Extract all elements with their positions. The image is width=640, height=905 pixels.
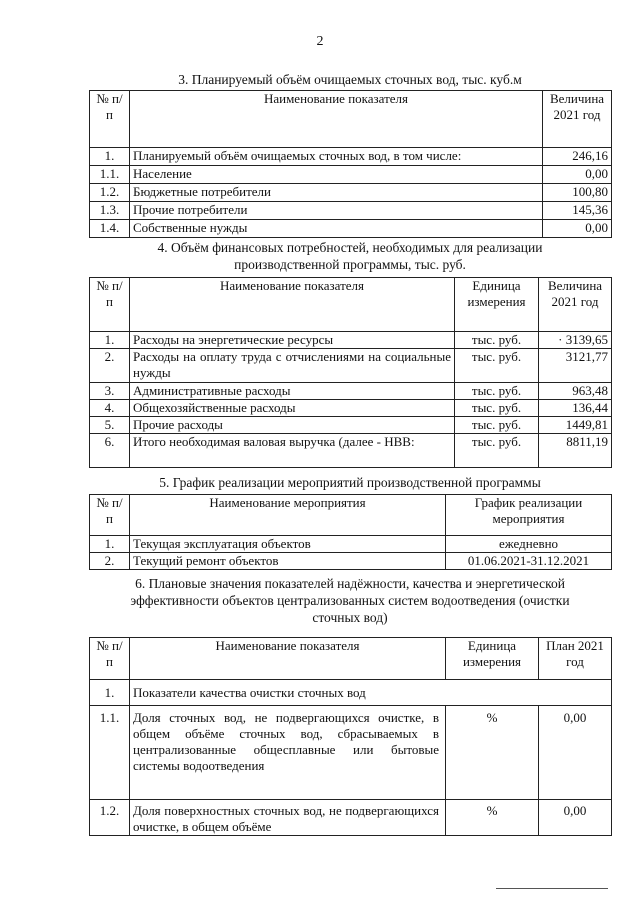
table-row bbox=[90, 434, 612, 468]
section4-title bbox=[80, 239, 620, 273]
s5-row-schedule: ежедневно bbox=[446, 536, 612, 553]
table-row bbox=[90, 417, 612, 434]
s4-row-unit: тыс. руб. bbox=[455, 349, 539, 383]
section3-table bbox=[89, 90, 612, 238]
table-row bbox=[90, 553, 612, 570]
s4-row-value: 8811,19 bbox=[539, 434, 612, 468]
s4-row-num: 1. bbox=[90, 332, 130, 349]
s3-row-name: Планируемый объём очищаемых сточных вод, в том числе: bbox=[130, 148, 543, 166]
table-row bbox=[90, 680, 612, 706]
s5-row-name: Текущий ремонт объектов bbox=[130, 553, 446, 570]
section4-table bbox=[89, 277, 612, 468]
s5-row-name: Текущая эксплуатация объектов bbox=[130, 536, 446, 553]
s6-header-num: № п/п bbox=[90, 638, 130, 680]
s4-row-value: · 3139,65 bbox=[539, 332, 612, 349]
s3-header-name: Наименование показателя bbox=[130, 91, 543, 148]
s4-row-num: 5. bbox=[90, 417, 130, 434]
section3-title: 3. Планируемый объём очищаемых сточных вод, тыс. куб.м bbox=[178, 72, 522, 87]
section6-table bbox=[89, 637, 612, 836]
s6-row-unit: % bbox=[446, 706, 539, 800]
s3-header-value: Величина 2021 год bbox=[543, 91, 612, 148]
s6-header-unit: Единица измерения bbox=[446, 638, 539, 680]
s6-row-unit: % bbox=[446, 800, 539, 836]
table-row bbox=[90, 184, 612, 202]
s4-row-name: Расходы на энергетические ресурсы bbox=[130, 332, 455, 349]
section6-title bbox=[60, 575, 640, 626]
s4-row-name: Административные расходы bbox=[130, 383, 455, 400]
s6-header-name: Наименование показателя bbox=[130, 638, 446, 680]
s4-row-num: 2. bbox=[90, 349, 130, 383]
s3-row-value: 100,80 bbox=[543, 184, 612, 202]
s6-row-plan: 0,00 bbox=[539, 800, 612, 836]
s3-row-num: 1.2. bbox=[90, 184, 130, 202]
table-row bbox=[90, 536, 612, 553]
s3-header-num: № п/п bbox=[90, 91, 130, 148]
s4-row-num: 4. bbox=[90, 400, 130, 417]
table-row bbox=[90, 220, 612, 238]
section6-title-line3: сточных вод) bbox=[312, 610, 388, 625]
s6-row-name: Доля поверхностных сточных вод, не подвергающихся очистке, в общем объёме bbox=[130, 800, 446, 836]
s4-row-name: Итого необходимая валовая выручка (далее - НВВ: bbox=[130, 434, 455, 468]
s5-header-num: № п/п bbox=[90, 495, 130, 536]
s3-row-name: Собственные нужды bbox=[130, 220, 543, 238]
table-row bbox=[90, 166, 612, 184]
table-row bbox=[90, 706, 612, 800]
section4-title-line1: 4. Объём финансовых потребностей, необходимых для реализации bbox=[157, 240, 543, 255]
s6-row-name: Доля сточных вод, не подвергающихся очистке, в общем объёме сточных вод, сбрасываемых в централизованные общесплавные или бытовые системы водоотведения bbox=[130, 706, 446, 800]
s5-row-num: 2. bbox=[90, 553, 130, 570]
s6-row-num: 1.2. bbox=[90, 800, 130, 836]
section5-title: 5. График реализации мероприятий производственной программы bbox=[159, 475, 541, 490]
s3-row-num: 1.3. bbox=[90, 202, 130, 220]
s5-header-schedule: График реализации мероприятия bbox=[446, 495, 612, 536]
section6-title-line1: 6. Плановые значения показателей надёжности, качества и энергетической bbox=[135, 576, 565, 591]
s4-row-unit: тыс. руб. bbox=[455, 383, 539, 400]
s4-row-num: 6. bbox=[90, 434, 130, 468]
section4-title-line2: производственной программы, тыс. руб. bbox=[234, 257, 466, 272]
s5-row-schedule: 01.06.2021-31.12.2021 bbox=[446, 553, 612, 570]
s3-row-name: Население bbox=[130, 166, 543, 184]
section5-table bbox=[89, 494, 612, 570]
table-row bbox=[90, 349, 612, 383]
page-number: 2 bbox=[316, 34, 324, 49]
s6-header-plan: План 2021 год bbox=[539, 638, 612, 680]
s4-row-unit: тыс. руб. bbox=[455, 434, 539, 468]
s3-row-name: Прочие потребители bbox=[130, 202, 543, 220]
s4-header-num: № п/п bbox=[90, 278, 130, 332]
s4-row-name: Общехозяйственные расходы bbox=[130, 400, 455, 417]
s3-row-value: 145,36 bbox=[543, 202, 612, 220]
s4-row-value: 963,48 bbox=[539, 383, 612, 400]
s3-row-num: 1.1. bbox=[90, 166, 130, 184]
s4-row-name: Расходы на оплату труда с отчислениями на социальные нужды bbox=[130, 349, 455, 383]
s3-row-value: 0,00 bbox=[543, 166, 612, 184]
s4-row-unit: тыс. руб. bbox=[455, 332, 539, 349]
s4-row-value: 136,44 bbox=[539, 400, 612, 417]
table-row bbox=[90, 202, 612, 220]
table-row bbox=[90, 383, 612, 400]
table-row bbox=[90, 332, 612, 349]
s6-group-name: Показатели качества очистки сточных вод bbox=[130, 680, 612, 706]
s5-row-num: 1. bbox=[90, 536, 130, 553]
footer-rule bbox=[496, 888, 608, 889]
s3-row-num: 1.4. bbox=[90, 220, 130, 238]
s4-header-unit: Единица измерения bbox=[455, 278, 539, 332]
s4-header-value: Величина 2021 год bbox=[539, 278, 612, 332]
s4-row-num: 3. bbox=[90, 383, 130, 400]
s6-row-plan: 0,00 bbox=[539, 706, 612, 800]
table-row bbox=[90, 800, 612, 836]
section6-title-line2: эффективности объектов централизованных систем водоотведения (очистки bbox=[130, 593, 570, 608]
s6-group-num: 1. bbox=[90, 680, 130, 706]
table-row bbox=[90, 400, 612, 417]
s4-row-unit: тыс. руб. bbox=[455, 400, 539, 417]
s4-row-value: 3121,77 bbox=[539, 349, 612, 383]
s5-header-name: Наименование мероприятия bbox=[130, 495, 446, 536]
s6-row-num: 1.1. bbox=[90, 706, 130, 800]
s4-row-name: Прочие расходы bbox=[130, 417, 455, 434]
s4-row-value: 1449,81 bbox=[539, 417, 612, 434]
s4-header-name: Наименование показателя bbox=[130, 278, 455, 332]
s3-row-value: 0,00 bbox=[543, 220, 612, 238]
s3-row-value: 246,16 bbox=[543, 148, 612, 166]
s3-row-num: 1. bbox=[90, 148, 130, 166]
s4-row-unit: тыс. руб. bbox=[455, 417, 539, 434]
s3-row-name: Бюджетные потребители bbox=[130, 184, 543, 202]
table-row bbox=[90, 148, 612, 166]
